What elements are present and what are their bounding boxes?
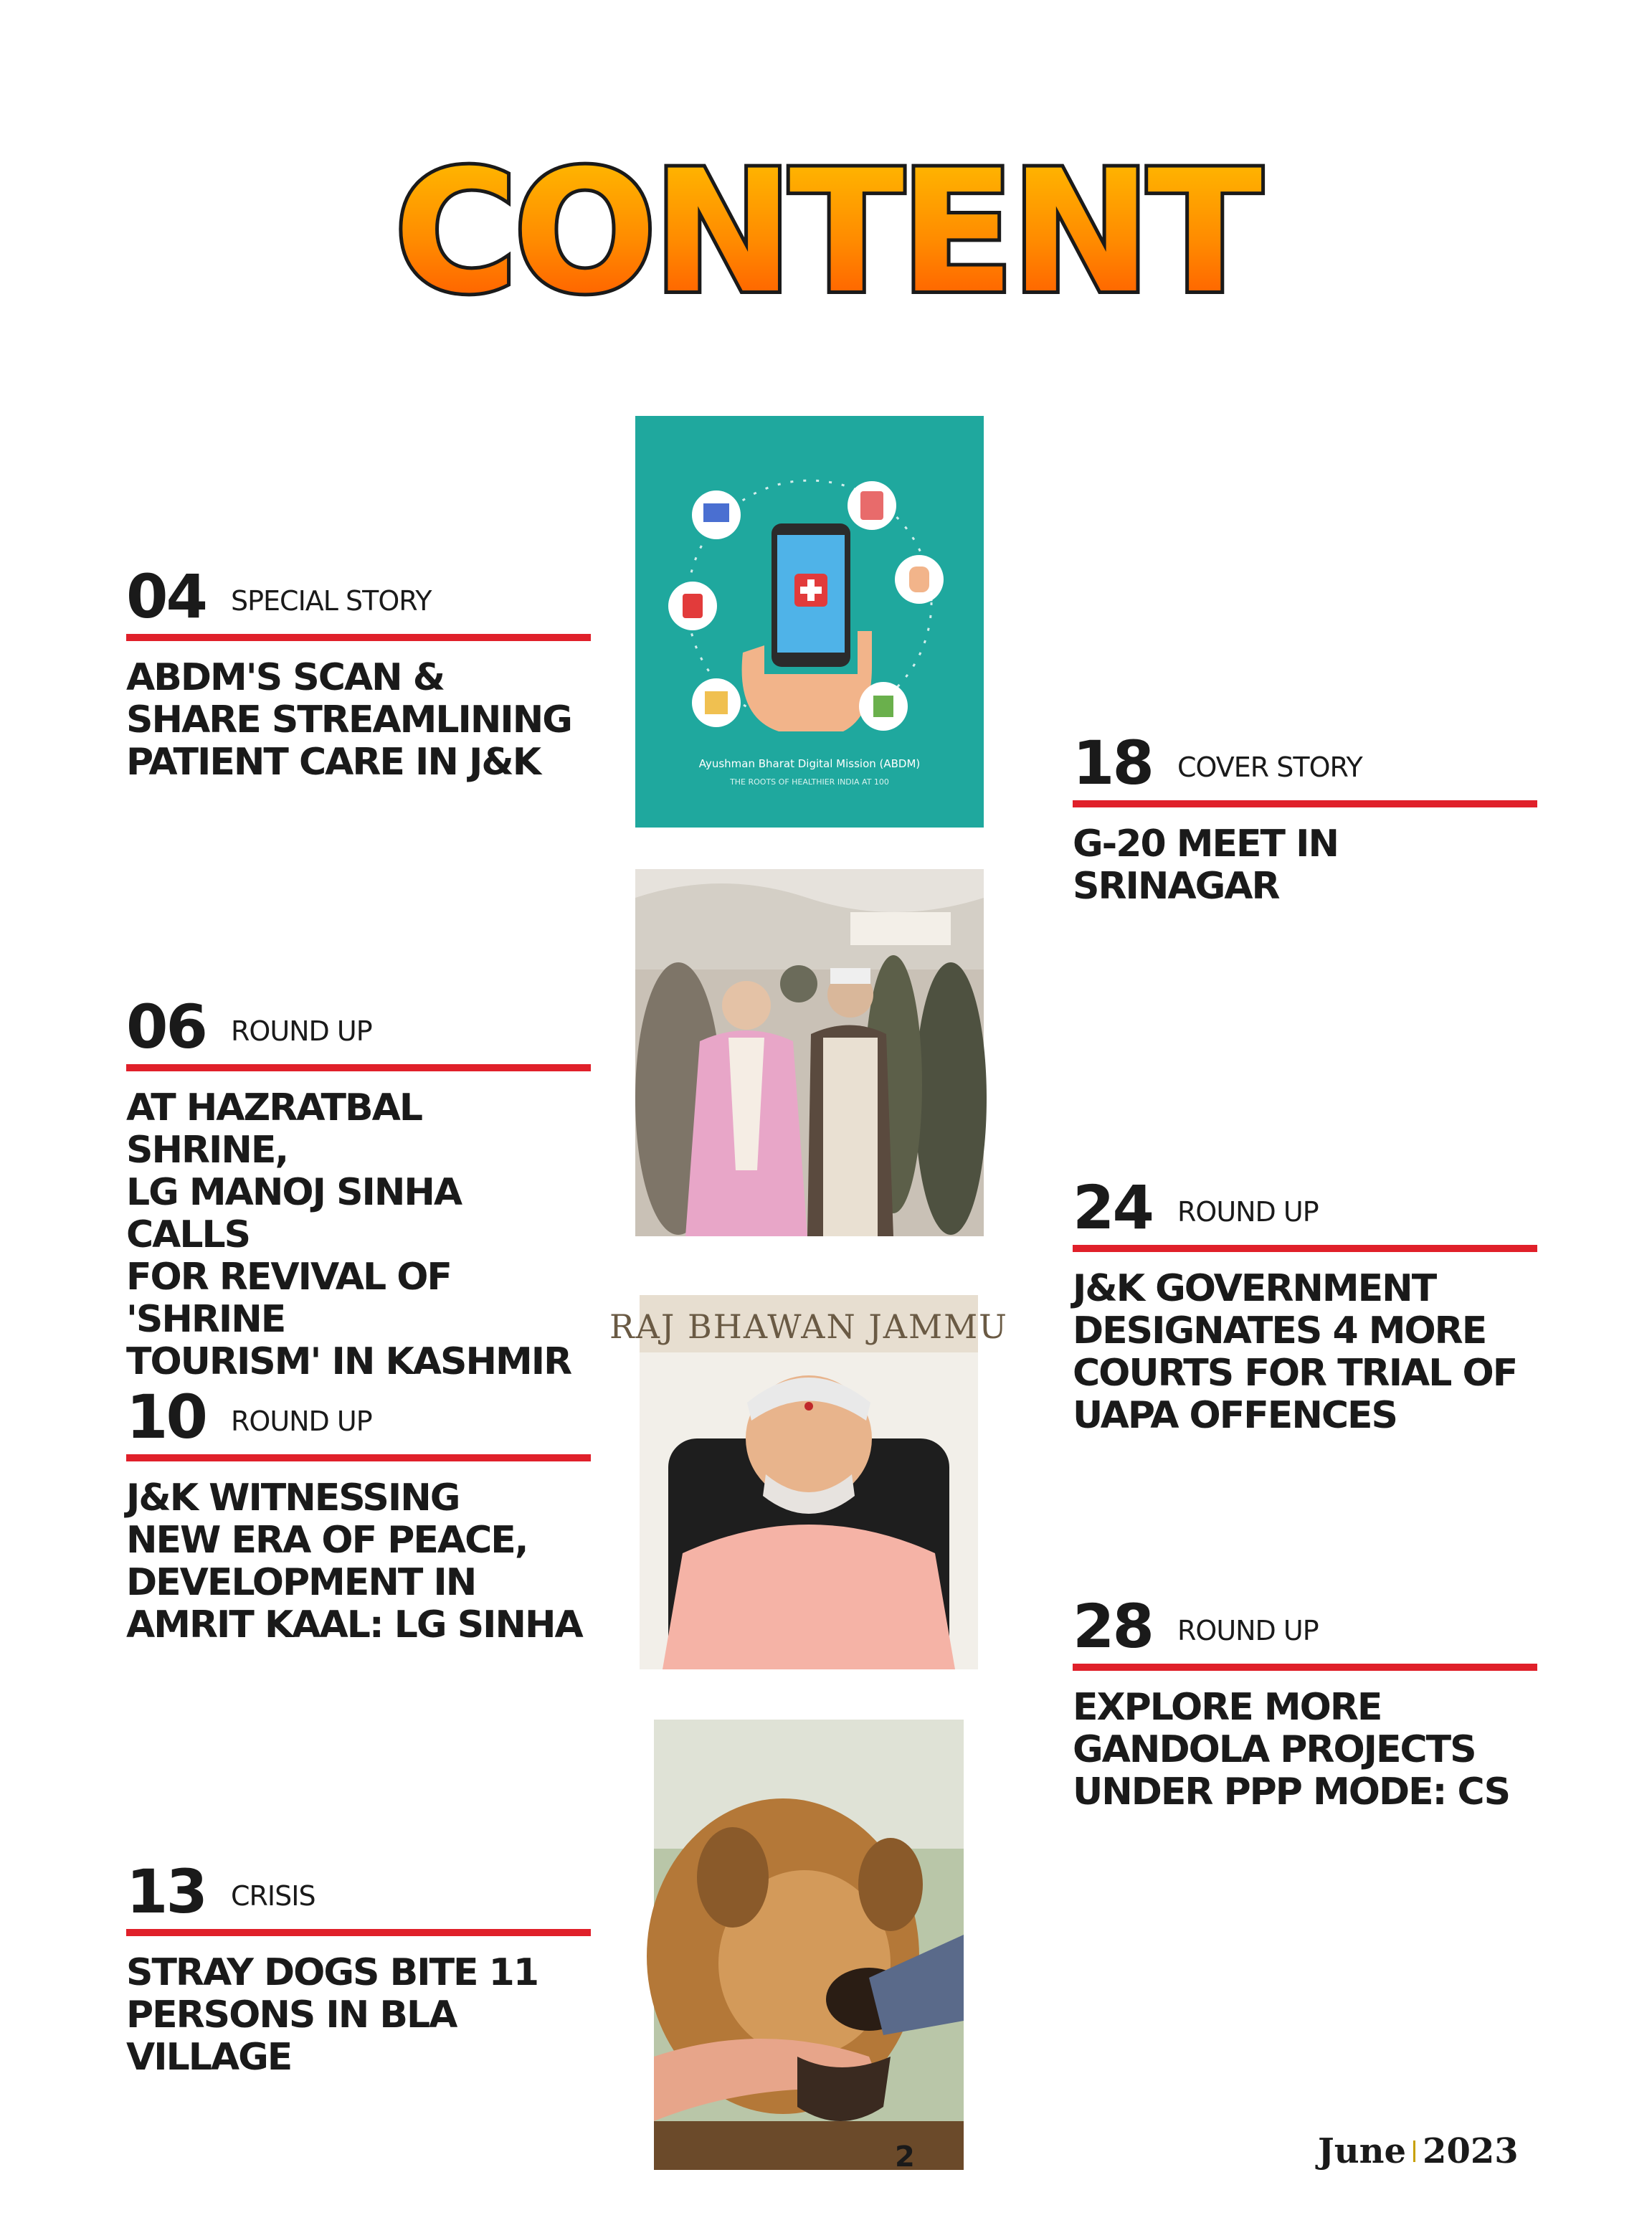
issue-month: June	[1318, 2131, 1407, 2171]
hazratbal-scene	[635, 869, 984, 1236]
page-number: 13	[126, 1857, 206, 1927]
category-label: ROUND UP	[1177, 1196, 1319, 1228]
toc-entry-10[interactable]	[126, 1378, 592, 1646]
masthead	[0, 135, 1652, 331]
toc-entry-04[interactable]	[126, 558, 592, 784]
red-rule	[1073, 1664, 1537, 1671]
hazratbal-photo	[635, 869, 984, 1236]
abdm-caption: Ayushman Bharat Digital Mission (ABDM)	[698, 757, 921, 770]
date-separator	[1413, 2141, 1415, 2162]
page-number: 18	[1073, 728, 1152, 798]
category-label: ROUND UP	[231, 1015, 372, 1047]
entry-title: ABDM'S SCAN & SHARE STREAMLINING PATIENT CARE IN J&K	[126, 656, 571, 784]
category-label: ROUND UP	[1177, 1615, 1319, 1646]
page-number: 04	[126, 561, 206, 632]
toc-entry-06[interactable]	[126, 988, 592, 1383]
page-number: 24	[1073, 1172, 1152, 1243]
toc-entry-18[interactable]	[1073, 724, 1539, 908]
red-rule	[126, 1929, 591, 1936]
entry-title: EXPLORE MORE GANDOLA PROJECTS UNDER PPP MODE: CS	[1073, 1686, 1510, 1814]
category-label: SPECIAL STORY	[231, 585, 432, 617]
lg-portrait-photo	[609, 1295, 1008, 1669]
toc-entry-13[interactable]	[126, 1853, 592, 2079]
entry-title: J&K GOVERNMENT DESIGNATES 4 MORE COURTS FOR TRIAL OF UAPA OFFENCES	[1073, 1267, 1517, 1437]
category-label: ROUND UP	[231, 1405, 372, 1437]
stray-dog-scene	[654, 1720, 964, 2170]
red-rule	[126, 1454, 591, 1461]
red-rule	[1073, 800, 1537, 807]
entry-title: G-20 MEET IN SRINAGAR	[1073, 823, 1338, 908]
page-number: 10	[126, 1382, 206, 1452]
masthead-logo	[394, 135, 1258, 331]
red-rule	[126, 634, 591, 641]
page-number: 28	[1073, 1591, 1152, 1661]
page-number: 06	[126, 992, 206, 1062]
raj-bhawan-sign: RAJ BHAWAN JAMMU	[609, 1307, 1008, 1346]
issue-date	[1318, 2131, 1519, 2171]
abdm-illustration	[635, 416, 984, 828]
entry-title: STRAY DOGS BITE 11 PERSONS IN BLA VILLAGE	[126, 1951, 538, 2079]
page-number-footer: 2	[895, 2141, 915, 2174]
abdm-subcaption: THE ROOTS OF HEALTHIER INDIA AT 100	[730, 777, 889, 787]
entry-title: J&K WITNESSING NEW ERA OF PEACE, DEVELOPMENT IN AMRIT KAAL: LG SINHA	[126, 1476, 582, 1646]
entry-title: AT HAZRATBAL SHRINE, LG MANOJ SINHA CALLS FOR REVIVAL OF 'SHRINE TOURISM' IN KASHMIR	[126, 1086, 571, 1383]
masthead-title: CONTENT	[394, 135, 1258, 331]
category-label: COVER STORY	[1177, 752, 1362, 783]
category-label: CRISIS	[231, 1880, 315, 1912]
red-rule	[126, 1064, 591, 1071]
abdm-graphic	[635, 416, 984, 828]
red-rule	[1073, 1245, 1537, 1252]
issue-year: 2023	[1423, 2131, 1519, 2171]
toc-entry-24[interactable]	[1073, 1169, 1539, 1437]
stray-dog-photo	[654, 1720, 964, 2170]
toc-entry-28[interactable]	[1073, 1588, 1539, 1814]
lg-portrait-scene	[609, 1295, 1008, 1669]
